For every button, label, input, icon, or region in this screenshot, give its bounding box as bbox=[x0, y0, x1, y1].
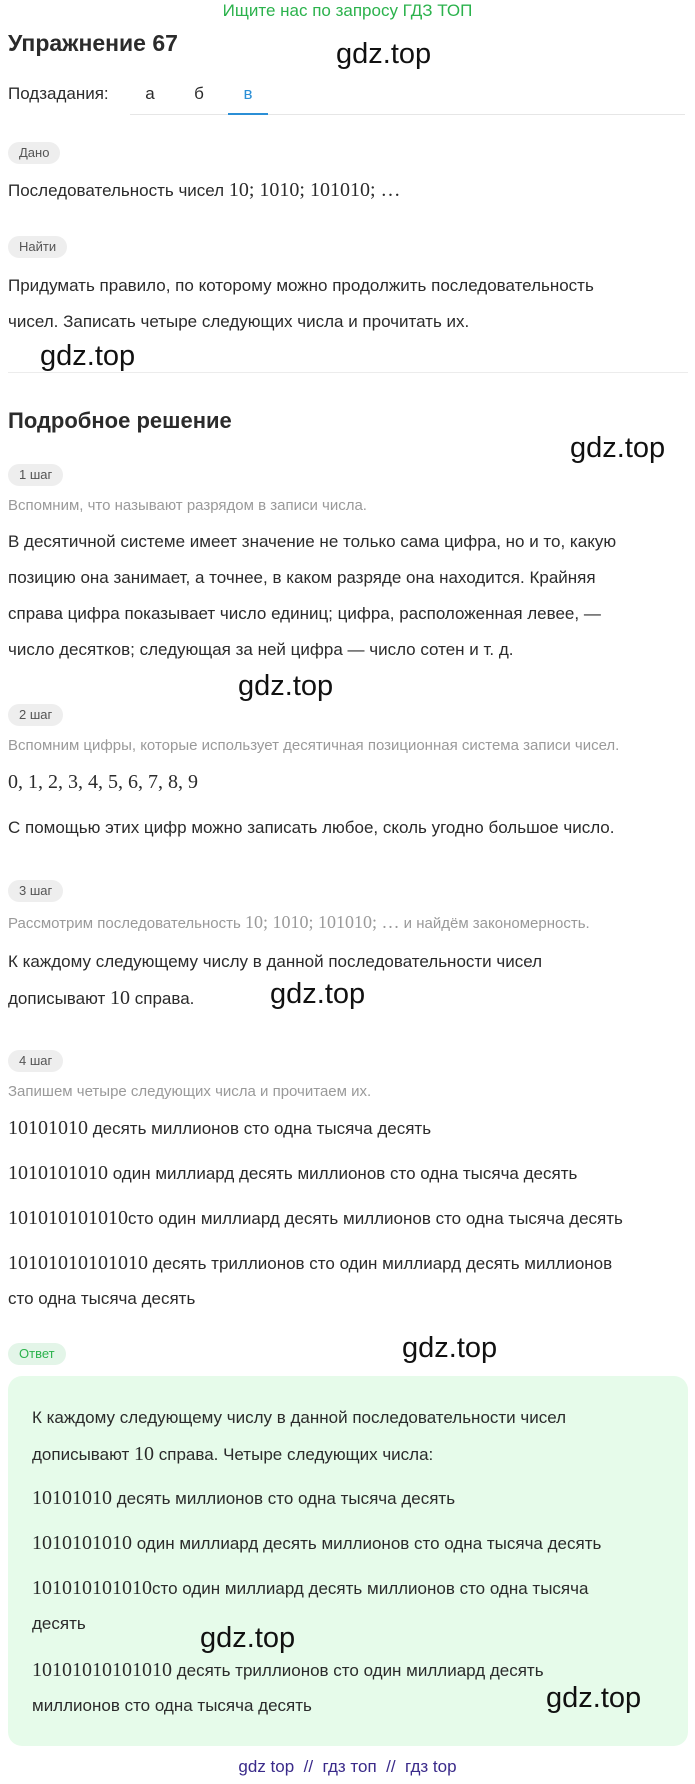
step-4-row-2 bbox=[8, 1155, 688, 1192]
find-badge: Найти bbox=[8, 236, 67, 258]
step-4-row-3 bbox=[8, 1200, 688, 1237]
answer-line-2-prefix: дописывают bbox=[32, 1445, 130, 1464]
number: 10101010 bbox=[32, 1487, 112, 1509]
step-4-badge: 4 шаг bbox=[8, 1050, 63, 1072]
step-2-line: С помощью этих цифр можно записать любое, сколь угодно большое число. bbox=[8, 818, 615, 837]
answer-line-1: К каждому следующему числу в данной последовательности чисел bbox=[32, 1408, 567, 1427]
given-sequence: 10; 1010; 101010; … bbox=[228, 179, 401, 201]
number-reading: один миллиард десять миллионов сто одна тысяча десять bbox=[132, 1534, 602, 1553]
step-4-row-4 bbox=[8, 1245, 688, 1282]
answer-number: 10 bbox=[134, 1443, 154, 1465]
answer-row-3-cont: десять bbox=[32, 1614, 86, 1633]
section-divider bbox=[8, 372, 688, 373]
watermark: gdz.top bbox=[336, 38, 432, 70]
number: 1010101010 bbox=[8, 1162, 108, 1184]
step-2-badge: 2 шаг bbox=[8, 704, 63, 726]
footer-link-gdz-top[interactable]: gdz top bbox=[238, 1757, 295, 1776]
watermark: gdz.top bbox=[200, 1622, 296, 1654]
step-1-line-4: число десятков; следующая за ней цифра — число сотен и т. д. bbox=[8, 640, 514, 659]
step-1-line-2: позицию она занимает, а точнее, в каком разряде она находится. Крайняя bbox=[8, 568, 596, 587]
step-3-number: 10 bbox=[110, 987, 130, 1009]
tab-b[interactable]: б bbox=[194, 84, 204, 103]
answer-line-2 bbox=[32, 1436, 672, 1473]
watermark: gdz.top bbox=[270, 978, 366, 1010]
step-3-hint bbox=[8, 912, 590, 934]
step-3-hint-suffix: и найдём закономерность. bbox=[403, 915, 590, 932]
number-reading: один миллиард десять миллионов сто одна тысяча десять bbox=[108, 1164, 578, 1183]
step-1-line-1: В десятичной системе имеет значение не только сама цифра, но и то, какую bbox=[8, 532, 617, 551]
page-title: Упражнение 67 bbox=[8, 30, 178, 56]
tabs-divider bbox=[130, 114, 685, 115]
answer-row-3 bbox=[32, 1570, 672, 1607]
footer-separator: // bbox=[303, 1757, 314, 1776]
find-line-1: Придумать правило, по которому можно продолжить последовательность bbox=[8, 276, 594, 295]
given-text bbox=[8, 172, 688, 209]
answer-badge: Ответ bbox=[8, 1343, 66, 1365]
step-1-line-3: справа цифра показывает число единиц; цифра, расположенная левее, — bbox=[8, 604, 601, 623]
answer-row-2 bbox=[32, 1525, 672, 1562]
watermark: gdz.top bbox=[402, 1332, 498, 1364]
search-banner[interactable]: Ищите нас по запросу ГДЗ ТОП bbox=[222, 1, 473, 20]
answer-row-4-cont: миллионов сто одна тысяча десять bbox=[32, 1696, 312, 1715]
step-3-line-2-suffix: справа. bbox=[134, 989, 195, 1008]
step-4-hint: Запишем четыре следующих числа и прочитаем их. bbox=[8, 1083, 372, 1100]
step-3-line-1: К каждому следующему числу в данной последовательности чисел bbox=[8, 952, 543, 971]
number-reading: десять миллионов сто одна тысяча десять bbox=[88, 1119, 432, 1138]
given-prefix: Последовательность чисел bbox=[8, 181, 225, 200]
number: 101010101010 bbox=[8, 1207, 128, 1229]
number-reading: десять миллионов сто одна тысяча десять bbox=[112, 1489, 456, 1508]
number-reading: сто один миллиард десять миллионов сто одна тысяча bbox=[152, 1579, 589, 1598]
footer-link-gdz-top-ru[interactable]: гдз топ bbox=[322, 1757, 377, 1776]
watermark: gdz.top bbox=[570, 432, 666, 464]
step-1-hint: Вспомним, что называют разрядом в записи числа. bbox=[8, 497, 367, 514]
number: 10101010101010 bbox=[8, 1252, 148, 1274]
digits-list: 0, 1, 2, 3, 4, 5, 6, 7, 8, 9 bbox=[8, 771, 198, 793]
step-3-hint-sequence: 10; 1010; 101010; … bbox=[244, 912, 400, 932]
number-reading: десять триллионов сто один миллиард десять миллионов bbox=[148, 1254, 613, 1273]
watermark: gdz.top bbox=[40, 340, 136, 372]
tab-a[interactable]: а bbox=[145, 84, 155, 103]
step-3-badge: 3 шаг bbox=[8, 880, 63, 902]
watermark: gdz.top bbox=[546, 1682, 642, 1714]
step-2-hint: Вспомним цифры, которые использует десятичная позиционная система записи чисел. bbox=[8, 737, 620, 754]
answer-row-1 bbox=[32, 1480, 672, 1517]
number: 101010101010 bbox=[32, 1577, 152, 1599]
number: 1010101010 bbox=[32, 1532, 132, 1554]
footer-link-gdz-top-mixed[interactable]: гдз top bbox=[405, 1757, 457, 1776]
step-4-row-4-cont: сто одна тысяча десять bbox=[8, 1289, 196, 1308]
solution-heading: Подробное решение bbox=[8, 408, 232, 433]
tab-v[interactable]: в bbox=[243, 84, 253, 103]
number: 10101010101010 bbox=[32, 1659, 172, 1681]
step-4-row-1 bbox=[8, 1110, 688, 1147]
watermark: gdz.top bbox=[238, 670, 334, 702]
step-3-hint-prefix: Рассмотрим последовательность bbox=[8, 915, 241, 932]
number-reading: сто один миллиард десять миллионов сто одна тысяча десять bbox=[128, 1209, 623, 1228]
active-tab-indicator bbox=[228, 113, 268, 115]
step-3-line-2-prefix: дописывают bbox=[8, 989, 106, 1008]
subtasks-label: Подзадания: bbox=[8, 84, 109, 103]
number-reading: десять триллионов сто один миллиард десять bbox=[172, 1661, 544, 1680]
given-badge: Дано bbox=[8, 142, 60, 164]
footer-separator: // bbox=[386, 1757, 396, 1776]
step-1-badge: 1 шаг bbox=[8, 464, 63, 486]
find-line-2: чисел. Записать четыре следующих числа и прочитать их. bbox=[8, 312, 470, 331]
answer-line-2-suffix: справа. Четыре следующих числа: bbox=[158, 1445, 434, 1464]
number: 10101010 bbox=[8, 1117, 88, 1139]
footer-links bbox=[0, 1757, 695, 1777]
